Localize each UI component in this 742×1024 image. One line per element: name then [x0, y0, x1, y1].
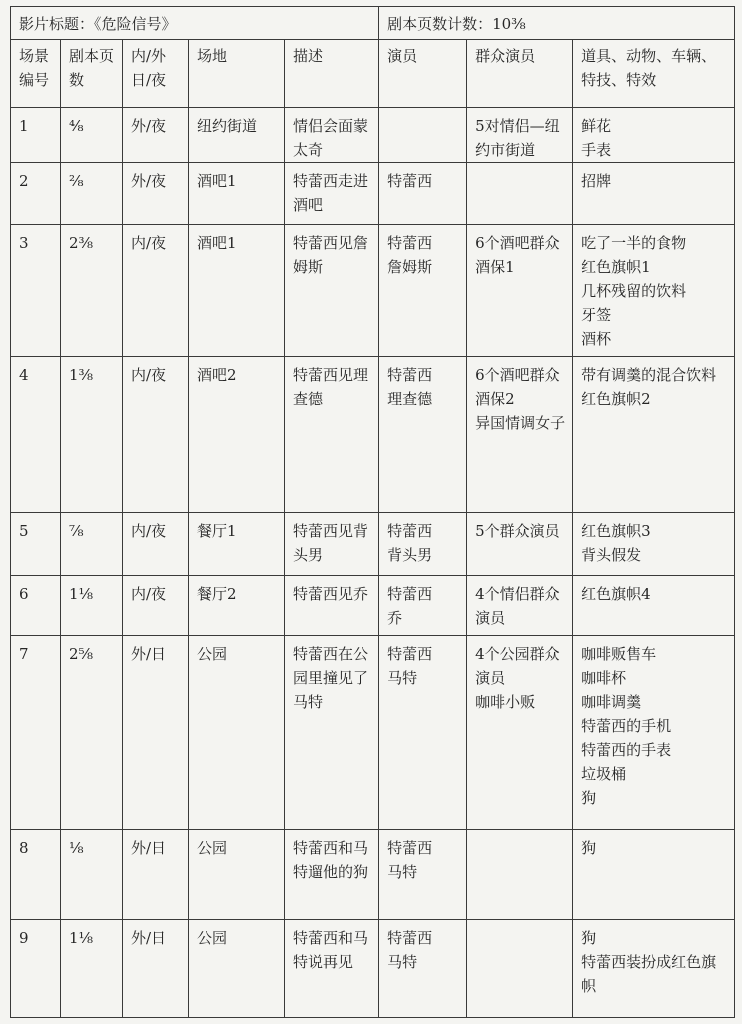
props: 狗: [573, 830, 735, 920]
props: 狗 特蕾西装扮成红色旗帜: [573, 920, 735, 1018]
location: 酒吧1: [189, 163, 285, 224]
description: 特蕾西在公园里撞见了马特: [285, 635, 379, 830]
film-title-label: 影片标题：: [19, 15, 95, 34]
scene-number: 4: [11, 356, 61, 512]
location: 餐厅1: [189, 512, 285, 576]
scene-row: [11, 576, 735, 635]
cast: 特蕾西 马特: [379, 920, 467, 1018]
scene-row: [11, 635, 735, 830]
cast: 特蕾西 詹姆斯: [379, 224, 467, 356]
scene-number: 2: [11, 163, 61, 224]
script-pages: 1⅛: [61, 920, 123, 1018]
script-pages: ⅞: [61, 512, 123, 576]
scene-number: 3: [11, 224, 61, 356]
description: 特蕾西和马特遛他的狗: [285, 830, 379, 920]
scene-number: 7: [11, 635, 61, 830]
int-ext: 外/日: [123, 635, 189, 830]
header-location: 场地: [189, 40, 285, 108]
location: 公园: [189, 830, 285, 920]
script-pages: 1⅜: [61, 356, 123, 512]
scene-row: [11, 920, 735, 1018]
cast: 特蕾西 理查德: [379, 356, 467, 512]
extras: 5对情侣—纽约市街道: [467, 107, 573, 162]
cast: 特蕾西 乔: [379, 576, 467, 635]
props: 红色旗帜3 背头假发: [573, 512, 735, 576]
cast: [379, 107, 467, 162]
description: 特蕾西见乔: [285, 576, 379, 635]
header-props-effects: 道具、动物、车辆、特技、特效: [573, 40, 735, 108]
props: 招牌: [573, 163, 735, 224]
scene-number: 9: [11, 920, 61, 1018]
header-scene-number: 场景编号: [11, 40, 61, 108]
script-pages: ⁴⁄₈: [61, 107, 123, 162]
header-description: 描述: [285, 40, 379, 108]
header-script-pages: 剧本页数: [61, 40, 123, 108]
props: 带有调羹的混合饮料 红色旗帜2: [573, 356, 735, 512]
props: 吃了一半的食物 红色旗帜1 几杯残留的饮料 牙签 酒杯: [573, 224, 735, 356]
page-count-cell: [379, 7, 735, 40]
description: 特蕾西见理查德: [285, 356, 379, 512]
props: 鲜花 手表: [573, 107, 735, 162]
description: 特蕾西和马特说再见: [285, 920, 379, 1018]
int-ext: 内/夜: [123, 356, 189, 512]
page-count-value: 10⅜: [492, 15, 526, 34]
extras: 4个公园群众演员 咖啡小贩: [467, 635, 573, 830]
scene-row: [11, 163, 735, 224]
extras: 4个情侣群众演员: [467, 576, 573, 635]
extras: [467, 163, 573, 224]
int-ext: 外/夜: [123, 107, 189, 162]
script-pages: ⅛: [61, 830, 123, 920]
film-title: 《危险信号》: [94, 15, 177, 34]
script-pages: 2⅜: [61, 224, 123, 356]
page-count-label: 剧本页数计数：: [387, 15, 493, 34]
location: 餐厅2: [189, 576, 285, 635]
props: 红色旗帜4: [573, 576, 735, 635]
extras: [467, 830, 573, 920]
props: 咖啡贩售车 咖啡杯 咖啡调羹 特蕾西的手机 特蕾西的手表 垃圾桶 狗: [573, 635, 735, 830]
breakdown-sheet: [10, 6, 735, 1018]
script-pages: ²⁄₈: [61, 163, 123, 224]
cast: 特蕾西 马特: [379, 830, 467, 920]
scene-row: [11, 512, 735, 576]
int-ext: 外/夜: [123, 163, 189, 224]
scene-number: 1: [11, 107, 61, 162]
scene-row: [11, 830, 735, 920]
scene-number: 6: [11, 576, 61, 635]
location: 纽约街道: [189, 107, 285, 162]
scene-row: [11, 107, 735, 162]
scene-row: [11, 356, 735, 512]
scene-row: [11, 224, 735, 356]
header-cast: 演员: [379, 40, 467, 108]
extras: 6个酒吧群众 酒保2 异国情调女子: [467, 356, 573, 512]
cast: 特蕾西 背头男: [379, 512, 467, 576]
title-row: [11, 7, 735, 40]
int-ext: 外/日: [123, 830, 189, 920]
location: 公园: [189, 635, 285, 830]
description: 特蕾西见詹姆斯: [285, 224, 379, 356]
header-int-ext-day-night: 内/外日/夜: [123, 40, 189, 108]
int-ext: 外/日: [123, 920, 189, 1018]
location: 酒吧2: [189, 356, 285, 512]
int-ext: 内/夜: [123, 576, 189, 635]
cast: 特蕾西 马特: [379, 635, 467, 830]
extras: [467, 920, 573, 1018]
scene-number: 5: [11, 512, 61, 576]
cast: 特蕾西: [379, 163, 467, 224]
location: 酒吧1: [189, 224, 285, 356]
script-pages: 1⅛: [61, 576, 123, 635]
int-ext: 内/夜: [123, 512, 189, 576]
column-header-row: [11, 40, 735, 108]
location: 公园: [189, 920, 285, 1018]
description: 特蕾西见背头男: [285, 512, 379, 576]
header-extras: 群众演员: [467, 40, 573, 108]
int-ext: 内/夜: [123, 224, 189, 356]
extras: 5个群众演员: [467, 512, 573, 576]
script-pages: 2⅝: [61, 635, 123, 830]
description: 情侣会面蒙太奇: [285, 107, 379, 162]
description: 特蕾西走进酒吧: [285, 163, 379, 224]
scene-number: 8: [11, 830, 61, 920]
film-title-cell: [11, 7, 379, 40]
extras: 6个酒吧群众 酒保1: [467, 224, 573, 356]
